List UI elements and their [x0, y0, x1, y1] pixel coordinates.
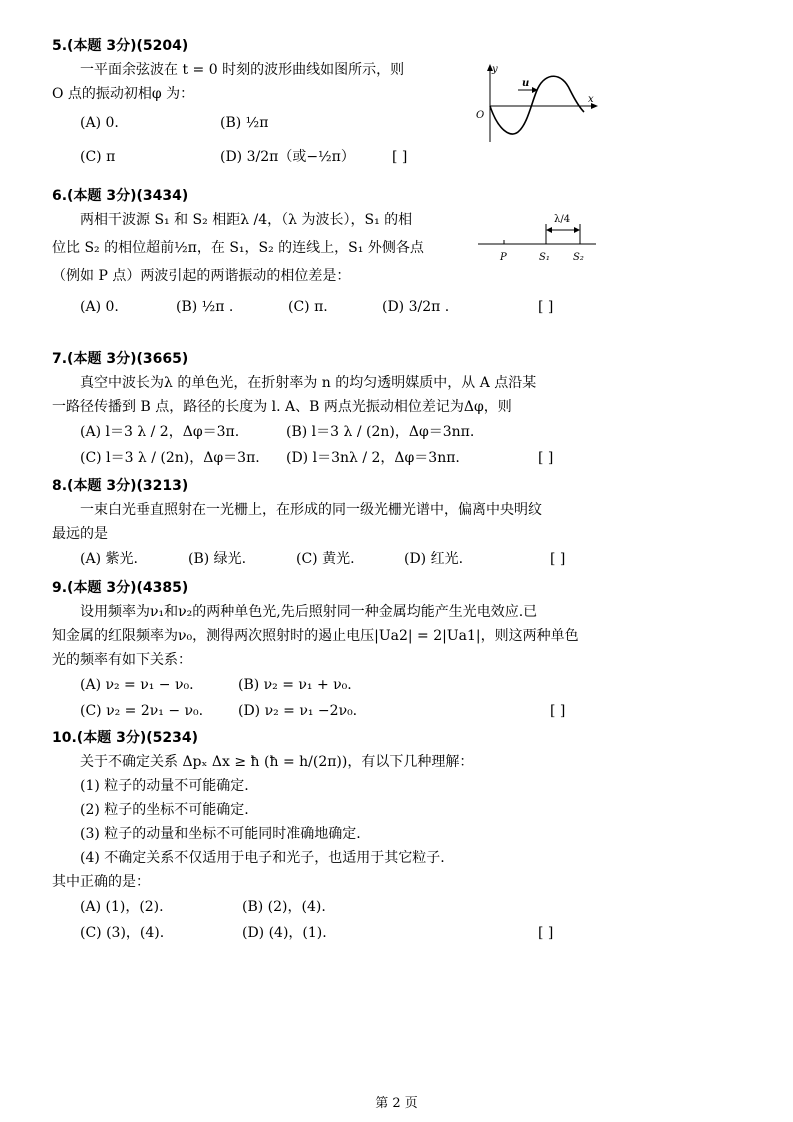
question-text: 两相干波源 S₁ 和 S₂ 相距λ /4，（λ 为波长），S₁ 的相 — [80, 212, 413, 228]
question-text: O 点的振动初相φ 为： — [52, 86, 195, 102]
question-header: 6.(本题 3分)(3434) — [52, 188, 189, 204]
option-row — [52, 546, 622, 572]
option-c: (C) (3)，(4). — [80, 925, 165, 941]
option-b: (B) ½π — [220, 115, 269, 131]
option-d: (D) (4)，(1). — [242, 925, 327, 941]
question-text: 关于不确定关系 Δpₓ Δx ≥ ħ (ħ = h/(2π))，有以下几种理解： — [80, 754, 474, 770]
option-c: (C) π — [80, 149, 116, 165]
question-10 — [52, 728, 622, 946]
option-c: (C) l＝3 λ / (2n)，Δφ＝3π. — [80, 450, 260, 466]
lambda-label: λ/4 — [554, 214, 571, 225]
option-a: (A) (1)，(2). — [80, 899, 164, 915]
option-row — [52, 894, 622, 920]
s1-label: S₁ — [539, 252, 550, 263]
statement-2: (2) 粒子的坐标不可能确定. — [80, 802, 249, 818]
option-c: (C) π. — [288, 299, 328, 315]
option-row — [52, 672, 622, 698]
option-a: (A) 0. — [80, 115, 119, 131]
question-text: 一平面余弦波在 t = 0 时刻的波形曲线如图所示，则 — [80, 62, 405, 78]
origin-label: O — [476, 110, 485, 121]
s2-label: S₂ — [573, 252, 584, 263]
question-text: 设用频率为ν₁和ν₂的两种单色光,先后照射同一种金属均能产生光电效应.已 — [80, 604, 538, 620]
question-text: 一路径传播到 B 点，路径的长度为 l. A、B 两点光振动相位差记为Δφ，则 — [52, 399, 512, 415]
sources-figure — [476, 210, 600, 266]
answer-bracket: [ ] — [550, 703, 566, 719]
question-header: 9.(本题 3分)(4385) — [52, 580, 189, 596]
question-text: 最远的是 — [52, 526, 108, 542]
option-b: (B) ½π . — [176, 299, 234, 315]
question-lead: 其中正确的是： — [52, 874, 150, 890]
question-header: 5.(本题 3分)(5204) — [52, 38, 189, 54]
question-text: 知金属的红限频率为ν₀，测得两次照射时的遏止电压|Ua2| = 2|Ua1|，则这两种单色 — [52, 628, 579, 644]
option-row — [52, 445, 622, 471]
option-c: (C) 黄光. — [296, 551, 355, 567]
option-a: (A) l＝3 λ / 2，Δφ＝3π. — [80, 424, 240, 440]
option-a: (A) ν₂ = ν₁ − ν₀. — [80, 677, 194, 693]
wave-figure — [472, 60, 602, 150]
option-b: (B) 绿光. — [188, 551, 247, 567]
statement-3: (3) 粒子的动量和坐标不可能同时准确地确定. — [80, 826, 361, 842]
question-text: 真空中波长为λ 的单色光，在折射率为 n 的均匀透明媒质中，从 A 点沿某 — [80, 375, 537, 391]
option-row — [52, 920, 622, 946]
answer-bracket: [ ] — [392, 149, 408, 165]
answer-bracket: [ ] — [550, 551, 566, 567]
statement-1: (1) 粒子的动量不可能确定. — [80, 778, 249, 794]
option-row — [52, 698, 622, 724]
question-text: 光的频率有如下关系： — [52, 652, 192, 668]
option-row — [52, 419, 622, 445]
page-number: 第 2 页 — [375, 1096, 418, 1111]
option-d: (D) 3/2π . — [382, 299, 450, 315]
option-a: (A) 0. — [80, 299, 119, 315]
option-d: (D) 红光. — [404, 551, 464, 567]
option-a: (A) 紫光. — [80, 551, 138, 567]
statement-4: (4) 不确定关系不仅适用于电子和光子，也适用于其它粒子. — [80, 850, 445, 866]
question-header: 10.(本题 3分)(5234) — [52, 730, 198, 746]
u-label: u — [522, 78, 530, 89]
question-text: 位比 S₂ 的相位超前½π，在 S₁，S₂ 的连线上，S₁ 外侧各点 — [52, 240, 424, 256]
question-7 — [52, 349, 622, 471]
distance-arrow-right — [574, 227, 580, 233]
question-9 — [52, 578, 622, 724]
y-label: y — [492, 64, 498, 75]
u-arrow-head — [532, 87, 538, 93]
question-text: 一束白光垂直照射在一光栅上，在形成的同一级光栅光谱中，偏离中央明纹 — [80, 502, 542, 518]
question-header: 7.(本题 3分)(3665) — [52, 351, 189, 367]
question-text: （例如 P 点）两波引起的两谐振动的相位差是： — [52, 268, 351, 284]
p-label: P — [500, 252, 507, 263]
option-d: (D) ν₂ = ν₁ −2ν₀. — [238, 703, 358, 719]
option-b: (B) ν₂ = ν₁ + ν₀. — [238, 677, 352, 693]
option-d: (D) 3/2π（或−½π） — [220, 149, 355, 165]
answer-bracket: [ ] — [538, 925, 554, 941]
question-8 — [52, 476, 622, 572]
option-b: (B) (2)，(4). — [242, 899, 326, 915]
distance-arrow-left — [546, 227, 552, 233]
x-label: x — [588, 94, 594, 105]
option-row — [52, 294, 622, 320]
answer-bracket: [ ] — [538, 299, 554, 315]
question-header: 8.(本题 3分)(3213) — [52, 478, 189, 494]
answer-bracket: [ ] — [538, 450, 554, 466]
option-d: (D) l＝3nλ / 2，Δφ＝3nπ. — [286, 450, 460, 466]
option-c: (C) ν₂ = 2ν₁ − ν₀. — [80, 703, 204, 719]
wave-curve — [490, 76, 584, 134]
option-b: (B) l＝3 λ / (2n)，Δφ＝3nπ. — [286, 424, 475, 440]
